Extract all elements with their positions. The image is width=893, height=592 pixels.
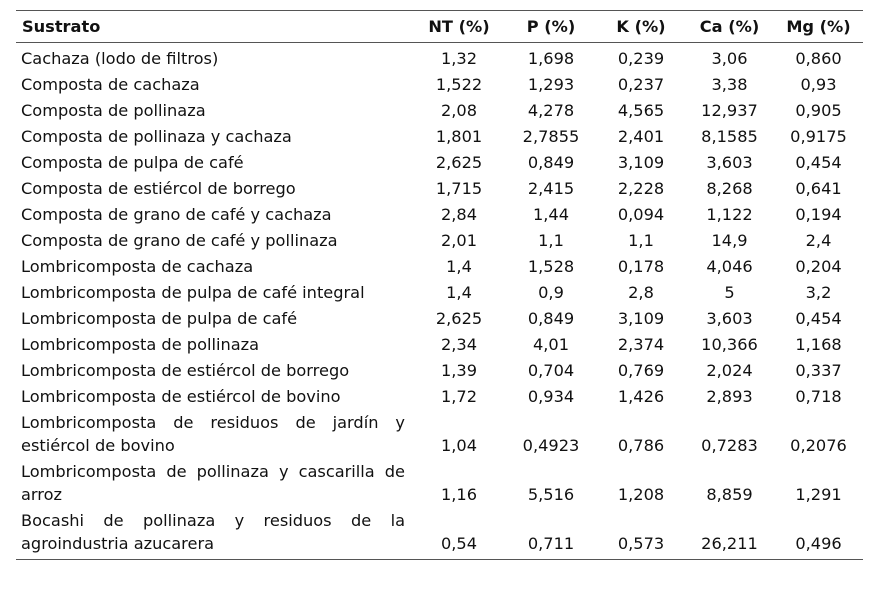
cell-mg: 0,93 [800,75,837,94]
cell-mg: 0,9175 [790,127,847,146]
cell-mg: 3,2 [805,283,832,302]
cell-nt: 1,32 [440,49,478,68]
cell-p: 1,528 [527,257,575,276]
cell-sustrato: Composta de pulpa de café [21,153,244,172]
cell-k: 2,228 [617,179,665,198]
table-row [16,202,863,228]
cell-nt: 1,4 [446,257,472,276]
table-row [16,124,863,150]
cell-k: 1,1 [628,231,654,250]
table-row [16,176,863,202]
cell-nt: 1,801 [435,127,483,146]
cell-nt: 2,01 [440,231,478,250]
table-row [16,508,863,560]
header-nt: NT (%) [428,17,490,36]
cell-mg: 0,2076 [790,436,847,455]
cell-p: 1,698 [527,49,575,68]
cell-k: 4,565 [617,101,665,120]
table-row [16,459,863,508]
cell-p: 0,849 [527,309,575,328]
cell-p: 0,4923 [522,436,580,455]
cell-p: 0,9 [538,283,564,302]
table-row [16,384,863,410]
cell-nt: 1,39 [440,361,478,380]
cell-p: 2,7855 [522,127,580,146]
cell-sustrato: Lombricomposta de pollinaza [21,335,260,354]
cell-ca: 3,06 [711,49,748,68]
table-row [16,254,863,280]
cell-k: 2,401 [617,127,665,146]
cell-sustrato: Composta de estiércol de borrego [21,179,296,198]
cell-ca: 26,211 [701,534,758,553]
cell-mg: 0,204 [795,257,842,276]
cell-nt: 1,16 [440,485,478,504]
cell-nt: 0,54 [440,534,478,553]
table-row [16,306,863,332]
cell-k: 0,178 [617,257,665,276]
cell-mg: 0,718 [795,387,842,406]
cell-k: 3,109 [617,153,665,172]
header-sustrato: Sustrato [22,17,101,36]
cell-ca: 2,893 [706,387,753,406]
cell-p: 5,516 [527,485,575,504]
cell-p: 1,44 [532,205,570,224]
cell-k: 0,786 [617,436,665,455]
header-ca: Ca (%) [699,17,760,36]
cell-k: 1,426 [617,387,665,406]
cell-ca: 3,603 [706,153,753,172]
cell-sustrato: Lombricomposta de pulpa de café [21,309,298,328]
cell-nt: 1,72 [440,387,478,406]
cell-nt: 2,625 [435,309,483,328]
cell-ca: 14,9 [711,231,748,250]
table-row [16,43,863,73]
cell-sustrato: Composta de grano de café y cachaza [21,205,332,224]
cell-k: 0,769 [617,361,665,380]
cell-mg: 1,291 [795,485,842,504]
cell-ca: 12,937 [701,101,758,120]
cell-sustrato: Composta de cachaza [21,75,200,94]
table-row [16,332,863,358]
cell-nt: 1,715 [435,179,483,198]
cell-k: 2,8 [628,283,654,302]
cell-k: 0,239 [617,49,665,68]
cell-nt: 1,522 [435,75,483,94]
table-row [16,98,863,124]
cell-nt: 2,34 [440,335,478,354]
cell-p: 4,01 [532,335,570,354]
cell-sustrato: Lombricomposta de pollinaza y cascarilla de arroz [21,462,405,504]
cell-ca: 3,38 [711,75,748,94]
cell-nt: 1,4 [446,283,472,302]
table-body [16,43,863,560]
cell-sustrato: Lombricomposta de residuos de jardín y estiércol de bovino [21,413,405,455]
cell-ca: 8,859 [706,485,753,504]
cell-mg: 0,860 [795,49,842,68]
cell-mg: 0,496 [795,534,842,553]
cell-ca: 0,7283 [701,436,758,455]
cell-p: 0,711 [527,534,575,553]
cell-sustrato: Lombricomposta de estiércol de borrego [21,361,350,380]
cell-sustrato: Composta de pollinaza y cachaza [21,127,292,146]
cell-p: 0,849 [527,153,575,172]
cell-ca: 3,603 [706,309,753,328]
cell-k: 2,374 [617,335,665,354]
cell-nt: 2,625 [435,153,483,172]
cell-ca: 4,046 [706,257,753,276]
cell-sustrato: Lombricomposta de estiércol de bovino [21,387,341,406]
cell-mg: 0,454 [795,153,842,172]
cell-nt: 2,08 [440,101,478,120]
cell-nt: 1,04 [440,436,478,455]
cell-p: 1,1 [538,231,564,250]
table-row [16,280,863,306]
cell-ca: 8,1585 [701,127,758,146]
cell-ca: 1,122 [706,205,753,224]
header-row [16,11,863,43]
cell-sustrato: Bocashi de pollinaza y residuos de la agroindustria azucarera [21,511,405,553]
cell-k: 0,237 [617,75,665,94]
cell-k: 0,573 [617,534,665,553]
cell-ca: 2,024 [706,361,753,380]
table-row [16,72,863,98]
cell-p: 1,293 [527,75,575,94]
cell-sustrato: Lombricomposta de pulpa de café integral [21,283,365,302]
cell-sustrato: Cachaza (lodo de filtros) [21,49,219,68]
cell-k: 3,109 [617,309,665,328]
nutrient-table [16,10,863,560]
cell-sustrato: Lombricomposta de cachaza [21,257,254,276]
header-p: P (%) [526,17,576,36]
cell-p: 4,278 [527,101,575,120]
cell-mg: 0,641 [795,179,842,198]
cell-nt: 2,84 [440,205,478,224]
cell-sustrato: Composta de pollinaza [21,101,206,120]
table-header [16,11,863,43]
cell-sustrato: Composta de grano de café y pollinaza [21,231,338,250]
cell-ca: 10,366 [701,335,758,354]
cell-mg: 0,194 [795,205,842,224]
cell-mg: 1,168 [795,335,842,354]
cell-p: 0,934 [527,387,575,406]
cell-mg: 0,905 [795,101,842,120]
table-row [16,358,863,384]
header-mg: Mg (%) [786,17,851,36]
table-row [16,410,863,459]
nutrient-table-container [16,10,863,560]
cell-ca: 5 [724,283,735,302]
cell-mg: 2,4 [805,231,832,250]
cell-ca: 8,268 [706,179,753,198]
cell-mg: 0,337 [795,361,842,380]
table-row [16,150,863,176]
cell-k: 1,208 [617,485,665,504]
cell-mg: 0,454 [795,309,842,328]
header-k: K (%) [616,17,666,36]
table-row [16,228,863,254]
cell-k: 0,094 [617,205,665,224]
cell-p: 0,704 [527,361,575,380]
cell-p: 2,415 [527,179,575,198]
